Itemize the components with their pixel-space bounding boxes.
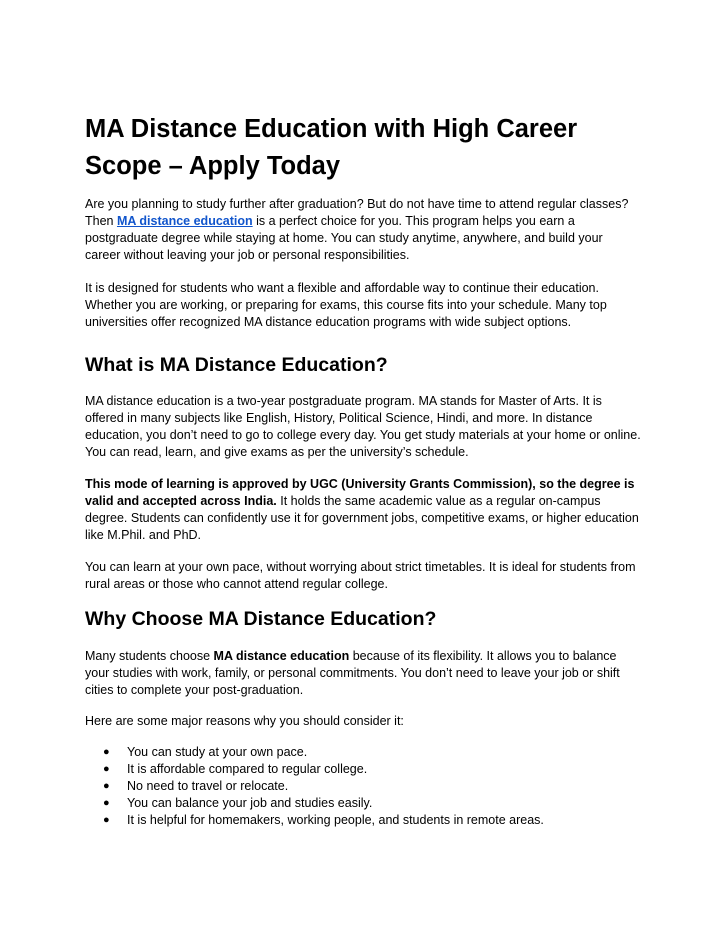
ugc-approval-statement: This mode of learning is approved by UGC (University Grants Commission), so the degree is valid and accepted across India. <box>85 477 635 508</box>
what-is-paragraph-2-rest: It holds the same academic value as a regular on-campus degree. Students can confidently use it for government jobs, competitive exams, or higher education like M.Phil. and PhD. <box>85 494 639 542</box>
intro-paragraph-1 <box>85 196 641 264</box>
page-title: MA Distance Education with High Career Scope – Apply Today <box>85 115 578 180</box>
intro-text-after-link: is a perfect choice for you. This program helps you earn a postgraduate degree while staying at home. You can study anytime, anywhere, and build your career without leaving your job or personal responsibilities. <box>85 214 603 262</box>
why-choose-bold-term: MA distance education <box>213 649 350 663</box>
list-item <box>85 761 544 778</box>
what-is-paragraph-1: MA distance education is a two-year postgraduate program. MA stands for Master of Arts. It is offered in many subjects like English, History, Political Science, Hindi, and more. In distance education, you don’t need to go to college every day. You get study materials at your home or online. You can read, learn, and give exams as per the university’s schedule. <box>85 394 641 459</box>
list-item <box>85 812 544 829</box>
list-item <box>85 744 544 761</box>
ma-distance-education-link[interactable]: MA distance education <box>116 214 253 228</box>
list-item-text: You can balance your job and studies easily. <box>127 796 373 810</box>
intro-paragraph-2: It is designed for students who want a flexible and affordable way to continue their education. Whether you are working, or preparing for exams, this course fits into your schedule. Many top universities offer recognized MA distance education programs with wide subject options. <box>85 281 607 329</box>
list-item-text: It is helpful for homemakers, working people, and students in remote areas. <box>127 813 544 827</box>
section-heading-what-is: What is MA Distance Education? <box>85 354 388 376</box>
why-choose-paragraph-2: Here are some major reasons why you should consider it: <box>85 714 404 728</box>
section-heading-why-choose: Why Choose MA Distance Education? <box>85 608 437 630</box>
list-item <box>85 778 544 795</box>
bullet-icon: ● <box>103 746 110 758</box>
reasons-list <box>85 744 544 829</box>
bullet-icon: ● <box>103 814 110 826</box>
bullet-icon: ● <box>103 797 110 809</box>
intro-text-before-link: Are you planning to study further after graduation? But do not have time to attend regular classes? Then <box>85 197 629 228</box>
list-item <box>85 795 544 812</box>
why-choose-text-before: Many students choose <box>85 649 214 663</box>
list-item-text: No need to travel or relocate. <box>127 779 289 793</box>
bullet-icon: ● <box>103 780 110 792</box>
why-choose-paragraph-1 <box>85 648 641 699</box>
list-item-text: You can study at your own pace. <box>127 745 308 759</box>
list-item-text: It is affordable compared to regular college. <box>127 762 368 776</box>
why-choose-text-after: because of its flexibility. It allows you to balance your studies with work, family, or personal commitments. You don’t need to leave your job or shift cities to complete your post-graduation. <box>85 649 620 697</box>
bullet-icon: ● <box>103 763 110 775</box>
what-is-paragraph-3: You can learn at your own pace, without worrying about strict timetables. It is ideal for students from rural areas or those who cannot attend regular college. <box>85 560 636 591</box>
what-is-paragraph-2 <box>85 476 641 544</box>
